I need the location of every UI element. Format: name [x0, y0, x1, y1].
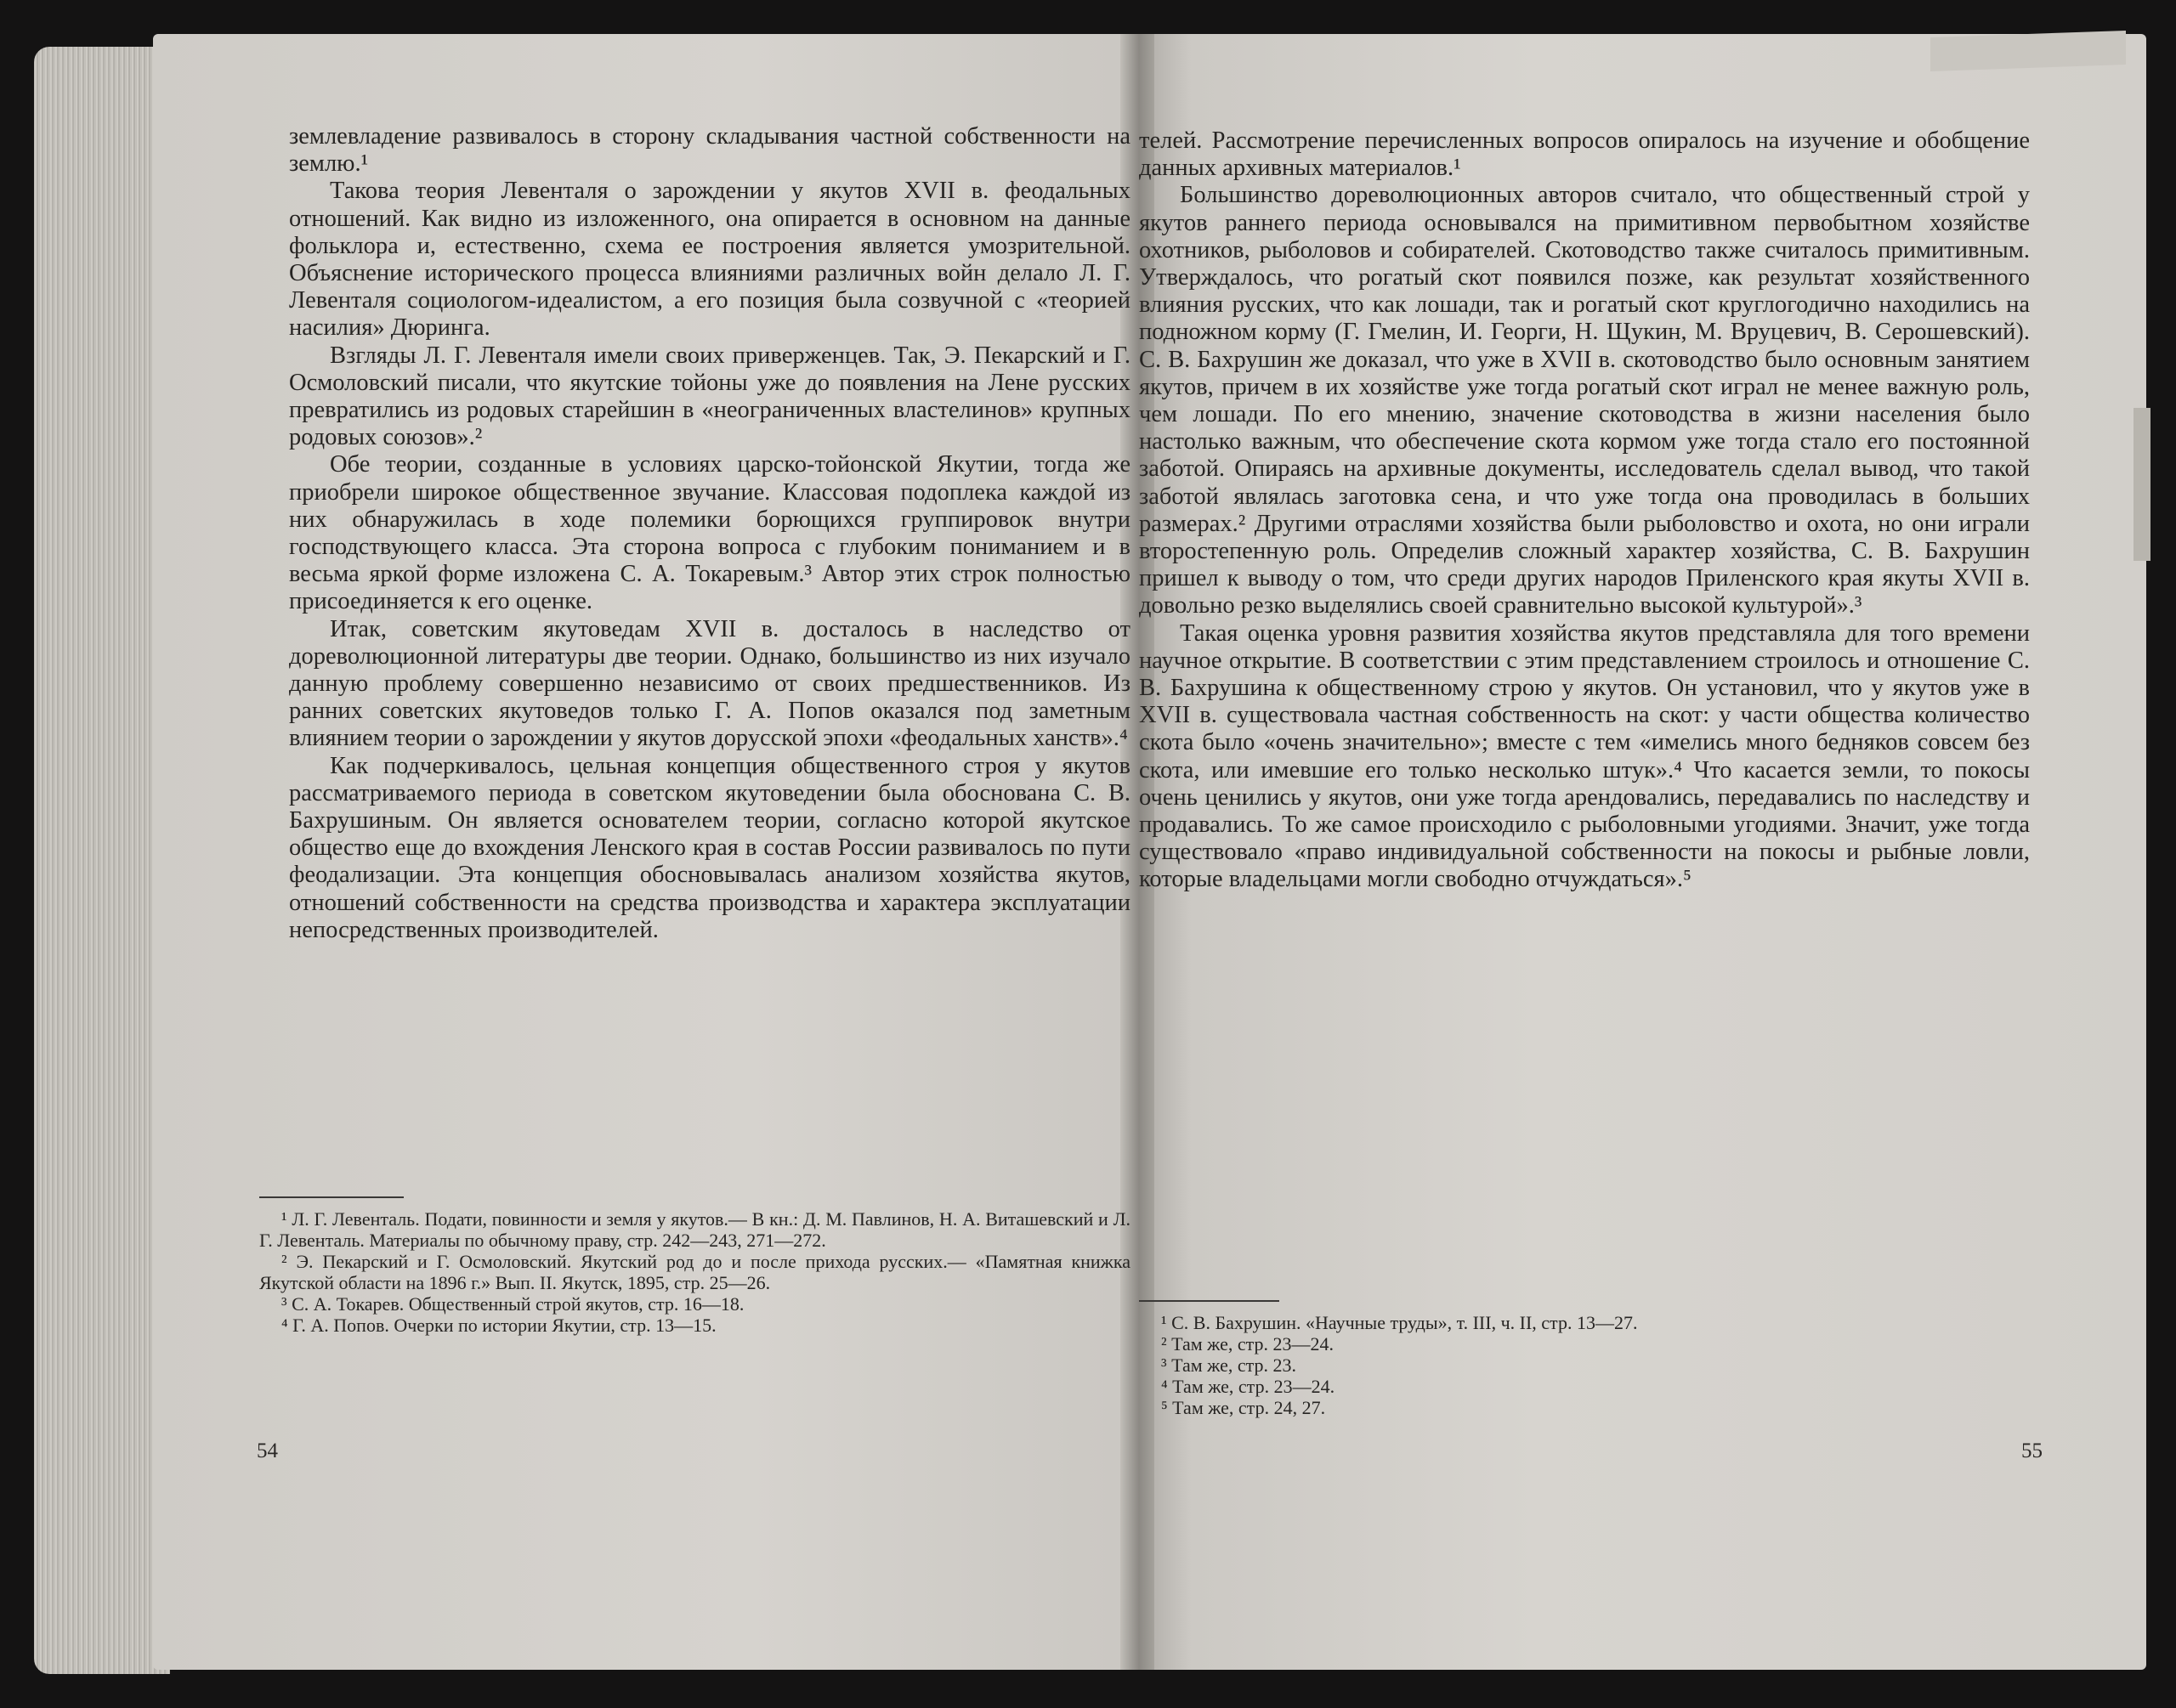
footnote: ³ Там же, стр. 23.	[1161, 1355, 1296, 1376]
paragraph: Обе теории, созданные в условиях царско-тойонской Якутии, тогда же приобрели широкое общественное звучание. Классовая подоплека каждой из них обнаружилась в ходе полемики борющихся группировок внутри господствующего класса. Эта сторона вопроса с глубоким пониманием и в весьма яркой форме изложена С. А. Токаревым.³ Автор этих строк полностью присоединяется к его оценке.	[289, 451, 1130, 615]
footnote: ⁵ Там же, стр. 24, 27.	[1161, 1397, 1326, 1418]
page-number-left: 54	[257, 1439, 278, 1462]
paragraph: Такая оценка уровня развития хозяйства якутов представляла для того времени научное открытие. В соответствии с этим представлением строилось и отношение С. В. Бахрушина к общественному строю у якутов. Он установил, что у якутов уже в XVII в. существовала частная собственность на скот: у части общества количество скота было «очень значительно»; вместе с тем «имелись много бедняков совсем без скота, или имевшие его только несколько штук».⁴ Что касается земли, то покосы очень ценились у якутов, они уже тогда арендовались, передавались по наследству и продавались. То же самое происходило с рыболовными угодиями. Значит, уже тогда существовало «право индивидуальной собственности на покосы и рыбные ловли, которые владельцами могли свободно отчуждаться».⁵	[1139, 619, 2030, 893]
footnote: ¹ С. В. Бахрушин. «Научные труды», т. III, ч. II, стр. 13—27.	[1161, 1312, 1638, 1333]
paragraph: Итак, советским якутоведам XVII в. досталось в наследство от дореволюционной литературы две теории. Однако, большинство из них изучало данную проблему совершенно независимо от своих предшественников. Из ранних советских якутоведов только Г. А. Попов оказался под заметным влиянием теории о зарождении у якутов дорусской эпохи «феодальных ханств».⁴	[289, 615, 1130, 752]
footnote: ² Э. Пекарский и Г. Осмоловский. Якутский род до и после прихода русских.— «Памятная книжка Якутской области на 1896 г.» Вып. II. Якутск, 1895, стр. 25—26.	[259, 1251, 1130, 1293]
right-footnotes	[1139, 1275, 2030, 1445]
paragraph: Взгляды Л. Г. Левенталя имели своих приверженцев. Так, Э. Пекарский и Г. Осмоловский писали, что якутские тойоны уже до появления на Лене русских превратились из родовых старейшин в «неограниченных властелинов» крупных родовых союзов».²	[289, 342, 1130, 451]
footnote: ² Там же, стр. 23—24.	[1161, 1333, 1334, 1355]
footnote-rule	[1139, 1300, 1279, 1302]
page-edges	[34, 47, 170, 1674]
paragraph: землевладение развивалось в сторону складывания частной собственности на землю.¹	[289, 123, 1130, 178]
footnote: ⁴ Там же, стр. 23—24.	[1161, 1376, 1335, 1397]
paragraph: Как подчеркивалось, цельная концепция общественного строя у якутов рассматриваемого периода в советском якутоведении была обоснована С. В. Бахрушиным. Он является основателем теории, согласно которой якутское общество еще до вхождения Ленского края в состав России развивалось по пути феодализации. Эта концепция обосновывалась анализом хозяйства якутов, отношений собственности на средства производства и характера эксплуатации непосредственных производителей.	[289, 752, 1130, 943]
footnote: ³ С. А. Токарев. Общественный строй якутов, стр. 16—18.	[281, 1293, 745, 1315]
paragraph: Такова теория Левенталя о зарождении у якутов XVII в. феодальных отношений. Как видно из изложенного, она опирается в основном на данные фольклора и, естественно, схема ее построения является умозрительной. Объяснение исторического процесса влияниями различных войн делало Л. Г. Левенталя социологом-идеалистом, а его позиция была созвучной с «теорией насилия» Дюринга.	[289, 178, 1130, 342]
paragraph: телей. Рассмотрение перечисленных вопросов опиралось на изучение и обобщение данных архивных материалов.¹	[1139, 127, 2030, 182]
footnote: ¹ Л. Г. Левенталь. Подати, повинности и земля у якутов.— В кн.: Д. М. Павлинов, Н. А. Виташевский и Л. Г. Левенталь. Материалы по обычному праву, стр. 242—243, 271—272.	[259, 1208, 1130, 1251]
footnote-rule	[259, 1196, 404, 1198]
page-number-right: 55	[2021, 1439, 2043, 1462]
left-footnotes	[259, 1173, 1130, 1453]
paragraph: Большинство дореволюционных авторов считало, что общественный строй у якутов раннего периода основывался на примитивном первобытном хозяйстве охотников, рыболовов и собирателей. Скотоводство также считалось примитивным. Утверждалось, что рогатый скот появился позже, как результат хозяйственного влияния русских, что как лошади, так и рогатый скот круглогодично находились на подножном корму (Г. Гмелин, И. Георги, Н. Щукин, М. Вруцевич, В. Серошевский). С. В. Бахрушин же доказал, что уже в XVII в. скотоводство было основным занятием якутов, причем в их хозяйстве уже тогда рогатый скот играл не менее важную роль, чем лошади. По его мнению, значение скотоводства в жизни населения было настолько важным, что обеспечение скота кормом уже тогда стало его постоянной заботой. Опираясь на архивные документы, исследователь сделал вывод, что такой заботой являлась заготовка сена, и что уже тогда она проводилась в больших размерах.² Другими отраслями хозяйства были рыболовство и охота, но они играли второстепенную роль. Определив сложный характер хозяйства, С. В. Бахрушин пришел к выводу о том, что среди других народов Приленского края якуты XVII в. довольно резко выделялись своей сравнительно высокой культурой».³	[1139, 182, 2030, 619]
torn-corner	[1930, 31, 2126, 71]
footnote: ⁴ Г. А. Попов. Очерки по истории Якутии, стр. 13—15.	[281, 1315, 717, 1336]
page-tab	[2134, 408, 2150, 561]
right-page-text	[1139, 127, 2030, 1266]
left-page-text	[289, 123, 1130, 1202]
